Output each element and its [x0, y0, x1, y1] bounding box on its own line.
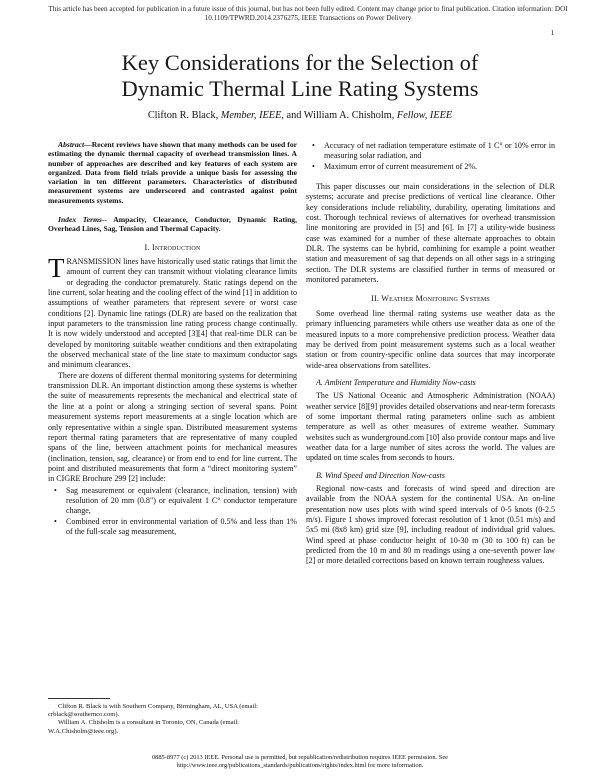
abstract — [48, 140, 297, 205]
list-item-text: Combined error in environmental variation of 0.5% and less than 1% of the full-scale sag measurement, — [66, 516, 297, 536]
list-item — [48, 486, 297, 517]
index-terms-label: Index Terms — [58, 215, 102, 225]
footnote-author-1: Clifton R. Black is with Southern Company, Birmingham, AL, USA (email: crblack@southernco.com). — [48, 703, 258, 719]
paper-title-line2: Dynamic Thermal Line Rating Systems — [121, 76, 479, 101]
intro-paragraph-3: This paper discusses our main considerations in the selection of DLR systems; accurate and precise predictions of vertical line clearance. Other key considerations include reliability, durability, operating limitations and cost. Thorough technical reviews of alternatives for overhead transmission line monitoring are provided in [5] and [6]. In [7] a utility-wide business case was examined for a number of these alternate approaches to obtain DLR. The systems can be hybrid, combining for example a point weather station and measurement of sag that depends on all other sags in a stringing section. The DLR systems are classified further in terms of measured or monitored parameters. — [306, 182, 555, 285]
acceptance-notice-line1: This article has been accepted for publication in a future issue of this journal, but has not been fully edited. Content may change prior to final publication. Citation information: DOI — [48, 5, 568, 13]
right-column — [306, 140, 555, 567]
bullet-icon: • — [312, 141, 315, 150]
acceptance-notice-line2: 10.1109/TPWRD.2014.2376275, IEEE Transactions on Power Delivery — [204, 14, 412, 22]
acceptance-notice — [48, 5, 568, 23]
paper-title-line1: Key Considerations for the Selection of — [121, 50, 479, 75]
list-item-text: Maximum error of current measurement of 2%. — [324, 161, 478, 171]
requirements-list-left — [48, 486, 297, 538]
author-name-1: Clifton R. Black, — [147, 110, 221, 121]
footnote-author-2: William A. Chisholm is a consultant in Toronto, ON, Canada (email: W.A.Chisholm@ieee.org). — [48, 719, 240, 735]
abstract-text: Recent reviews have shown that many methods can be used for estimating the dynamic thermal capacity of overhead transmission lines. A number of approaches are described and key features of each system are organized. Data from field trials provide a unique basis for assessing the variation in ten different parameters. Characteristics of distributed measurement systems are underscored and contrasted against point measurements systems. — [48, 140, 297, 205]
wind-paragraph: Regional now-casts and forecasts of wind speed and direction are available from the NOAA system for the continental USA. An on-line presentation now uses plots with wind speed intervals of 0-5 knots (0-2.5 m/s). Figure 1 shows improved forecast resolution of 1 knot (0.51 m/s) and 5x5 mi (8x8 km) grid size [9], including readout of individual grid values. Wind speed at phase conductor height of 10-30 m (30 to 100 ft) can be predicted from the 10 m and 80 m readings using a one-seventh power law [2] or more detailed corrections based on known terrain roughness values. — [306, 483, 555, 566]
copyright-line1: 0885-8977 (c) 2013 IEEE. Personal use is permitted, but republication/redistribution requires IEEE permission. See — [151, 754, 449, 761]
index-terms-text: -- Ampacity, Clearance, Conductor, Dynamic Rating, Overhead Lines, Sag, Tension and Thermal Capacity. — [48, 215, 298, 234]
footnote-divider — [48, 698, 110, 699]
index-terms — [48, 215, 297, 234]
intro-paragraph-1 — [48, 253, 298, 371]
subsection-heading-wind: B. Wind Speed and Direction Now-casts — [316, 470, 445, 480]
list-item — [48, 517, 297, 538]
list-item-text: Sag measurement or equivalent (clearance, inclination, tension) with resolution of 20 mm (0.8") or equivalent 1 C° conductor temperature change, — [66, 485, 297, 516]
section-heading-introduction: I. Introduction — [144, 242, 201, 252]
paper-title — [40, 50, 560, 102]
list-item — [306, 141, 555, 162]
bullet-icon: • — [54, 516, 57, 526]
weather-paragraph-1: Some overhead line thermal rating systems use weather data as the primary influencing parameters while others use weather data as one of the measured inputs to a more comprehensive prediction process. Weather data may be derived from point measurement systems such as a local weather station or from country-specific online data sources that may incorporate wide-area observations from satellites. — [306, 308, 555, 370]
intro-paragraph-1-text: RANSMISSION lines have historically used static ratings that limit the amount of current they can transmit without violating clearance limits or degrading the conductor prematurely. Static ratings depend on the line current, solar heating and the cooling effect of the wind [1] in addition to assumptions of weather parameters that represent severe or worst case conditions [2]. Dynamic line ratings (DLR) are based on the realization that input parameters to the transmission line rating process change continually. It is now widely understood and accepted [3][4] that real-time DLR can be developed by monitoring suitable weather conditions and then extrapolating the observed mechanical state of the line state to maximum conductor sags and minimum clearances. — [48, 257, 298, 370]
requirements-list-right — [306, 141, 555, 172]
section-heading-weather: II. Weather Monitoring Systems — [371, 294, 490, 304]
copyright-notice — [90, 754, 510, 770]
abstract-dash: — — [84, 140, 92, 149]
bullet-icon: • — [312, 161, 315, 171]
page-number: 1 — [550, 29, 554, 37]
author-role-1: Member, IEEE — [220, 110, 282, 121]
intro-paragraph-2: There are dozens of different thermal monitoring systems for determining transmission DLR. An important distinction among these systems is whether the suite of measurements represents the mechanical and electrical state of the line at a point or along a stringing section of several spans. Point measurement systems report measurements at a single location which are only representative within a single span. Distributed measurement systems report thermal rating parameters that are representative of many coupled spans of the line, between attachment points for mechanical measures (inclination, tension, sag, clearance) or from end to end for line current. The point and distributed measurements that form a “direct monitoring system” in CIGRE Brochure 299 [2] include: — [48, 370, 297, 484]
author-name-2: William A. Chisholm, — [303, 110, 397, 121]
author-footnote — [48, 703, 297, 736]
list-item-text: Accuracy of net radiation temperature estimate of 1 C° or 10% error in measuring solar radiation, and — [324, 141, 555, 161]
ambient-paragraph: The US National Oceanic and Atmospheric Administration (NOAA) weather service [8][9] provides detailed observations and near-term forecasts of some important thermal rating parameters online such as ambient temperature as well as other measures of extreme weather. Summary websites such as wunderground.com [10] also provide contour maps and live weather data for a large number of sites across the world. The values are updated on time scales from seconds to hours. — [306, 391, 555, 463]
drop-cap: T — [48, 253, 65, 284]
subsection-heading-ambient: A. Ambient Temperature and Humidity Now-casts — [316, 377, 476, 387]
copyright-line2: http://www.ieee.org/publications_standards/publications/rights/index.html for more information. — [176, 761, 424, 769]
author-separator: , and — [281, 110, 304, 121]
bullet-icon: • — [54, 485, 57, 495]
abstract-label: Abstract — [58, 140, 85, 149]
author-line — [40, 110, 560, 122]
left-column — [48, 140, 297, 538]
author-role-2: Fellow, IEEE — [396, 110, 453, 121]
list-item — [306, 162, 555, 172]
